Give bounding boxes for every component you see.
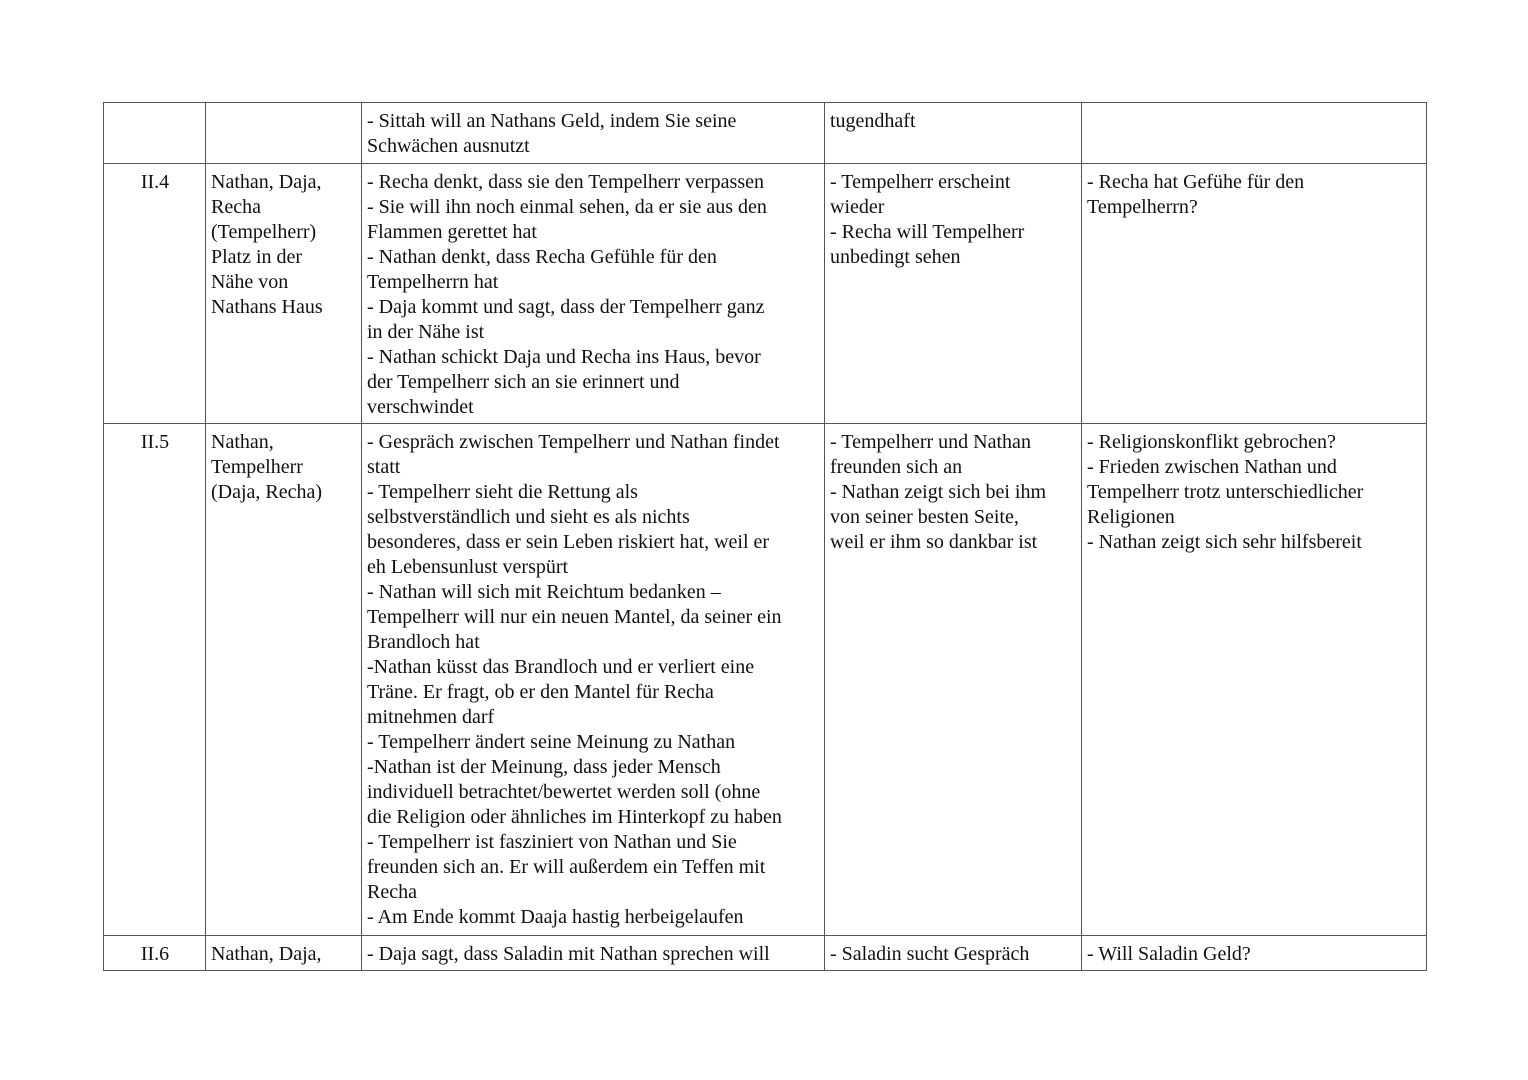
content-line: eh Lebensunlust verspürt [367, 556, 569, 578]
content-line: Tempelherr will nur ein neuen Mantel, da seiner ein [367, 606, 782, 628]
persons-line: Recha [211, 196, 261, 218]
scene-cell: II.4 [104, 164, 206, 424]
content-cell [362, 103, 825, 164]
content-cell [362, 936, 825, 971]
traits-line: wieder [830, 196, 885, 218]
questions-line: Tempelherr trotz unterschiedlicher [1087, 481, 1364, 503]
questions-cell [1082, 103, 1427, 164]
scene-analysis-table [103, 102, 1427, 971]
content-line: statt [367, 456, 401, 478]
persons-line: (Daja, Recha) [211, 481, 323, 503]
table-row [104, 164, 1427, 424]
questions-cell [1082, 424, 1427, 936]
content-line: besonderes, dass er sein Leben riskiert hat, weil er [367, 531, 770, 553]
scene-cell: II.5 [104, 424, 206, 936]
traits-cell [825, 103, 1082, 164]
persons-line: Nathan, [211, 431, 274, 453]
table-row [104, 936, 1427, 971]
content-line: - Gespräch zwischen Tempelherr und Nathan findet [367, 431, 780, 453]
content-line: -Nathan ist der Meinung, dass jeder Mensch [367, 756, 721, 778]
content-line: - Sie will ihn noch einmal sehen, da er sie aus den [367, 196, 767, 218]
content-line: der Tempelherr sich an sie erinnert und [367, 371, 680, 393]
questions-line: Religionen [1087, 506, 1175, 528]
questions-line: - Will Saladin Geld? [1087, 943, 1251, 965]
persons-cell [206, 103, 362, 164]
content-line: Schwächen ausnutzt [367, 135, 530, 157]
content-line: Brandloch hat [367, 631, 480, 653]
content-line: freunden sich an. Er will außerdem ein Teffen mit [367, 856, 766, 878]
content-line: in der Nähe ist [367, 321, 485, 343]
traits-line: tugendhaft [830, 110, 916, 132]
content-cell [362, 164, 825, 424]
scene-cell [104, 103, 206, 164]
questions-line: Tempelherrn? [1087, 196, 1198, 218]
content-line: - Sittah will an Nathans Geld, indem Sie seine [367, 110, 737, 132]
traits-line: - Recha will Tempelherr [830, 221, 1025, 243]
content-line: - Tempelherr sieht die Rettung als [367, 481, 638, 503]
questions-line: - Nathan zeigt sich sehr hilfsbereit [1087, 531, 1362, 553]
content-line: - Daja kommt und sagt, dass der Tempelherr ganz [367, 296, 765, 318]
persons-cell [206, 164, 362, 424]
content-line: individuell betrachtet/bewertet werden soll (ohne [367, 781, 761, 803]
content-line: -Nathan küsst das Brandloch und er verliert eine [367, 656, 755, 678]
questions-cell [1082, 936, 1427, 971]
content-line: - Tempelherr ändert seine Meinung zu Nathan [367, 731, 736, 753]
traits-line: - Tempelherr und Nathan [830, 431, 1031, 453]
content-line: mitnehmen darf [367, 706, 495, 728]
content-line: die Religion oder ähnliches im Hinterkopf zu haben [367, 806, 782, 828]
traits-line: - Nathan zeigt sich bei ihm [830, 481, 1047, 503]
traits-line: unbedingt sehen [830, 246, 961, 268]
questions-line: - Frieden zwischen Nathan und [1087, 456, 1337, 478]
content-line: - Nathan denkt, dass Recha Gefühle für den [367, 246, 717, 268]
persons-line: (Tempelherr) [211, 221, 317, 243]
content-cell [362, 424, 825, 936]
questions-line: - Religionskonflikt gebrochen? [1087, 431, 1336, 453]
content-line: - Nathan schickt Daja und Recha ins Haus, bevor [367, 346, 761, 368]
traits-cell [825, 424, 1082, 936]
content-line: - Daja sagt, dass Saladin mit Nathan sprechen will [367, 943, 770, 965]
content-line: Tempelherrn hat [367, 271, 499, 293]
persons-line: Tempelherr [211, 456, 303, 478]
content-line: - Tempelherr ist fasziniert von Nathan und Sie [367, 831, 737, 853]
persons-line: Platz in der [211, 246, 303, 268]
questions-cell [1082, 164, 1427, 424]
content-line: selbstverständlich und sieht es als nichts [367, 506, 690, 528]
content-line: - Am Ende kommt Daaja hastig herbeigelaufen [367, 906, 744, 928]
persons-line: Nähe von [211, 271, 289, 293]
persons-line: Nathan, Daja, [211, 943, 322, 965]
questions-line: - Recha hat Gefühe für den [1087, 171, 1305, 193]
traits-cell [825, 164, 1082, 424]
persons-cell [206, 936, 362, 971]
scene-cell: II.6 [104, 936, 206, 971]
content-line: Recha [367, 881, 417, 903]
traits-line: von seiner besten Seite, [830, 506, 1019, 528]
content-line: verschwindet [367, 396, 474, 418]
traits-line: weil er ihm so dankbar ist [830, 531, 1038, 553]
content-line: - Recha denkt, dass sie den Tempelherr verpassen [367, 171, 764, 193]
traits-line: freunden sich an [830, 456, 963, 478]
table-row [104, 103, 1427, 164]
table-row [104, 424, 1427, 936]
persons-line: Nathan, Daja, [211, 171, 322, 193]
persons-line: Nathans Haus [211, 296, 323, 318]
traits-line: - Saladin sucht Gespräch [830, 943, 1030, 965]
traits-cell [825, 936, 1082, 971]
traits-line: - Tempelherr erscheint [830, 171, 1011, 193]
content-line: - Nathan will sich mit Reichtum bedanken – [367, 581, 721, 603]
persons-cell [206, 424, 362, 936]
content-line: Flammen gerettet hat [367, 221, 537, 243]
content-line: Träne. Er fragt, ob er den Mantel für Recha [367, 681, 714, 703]
